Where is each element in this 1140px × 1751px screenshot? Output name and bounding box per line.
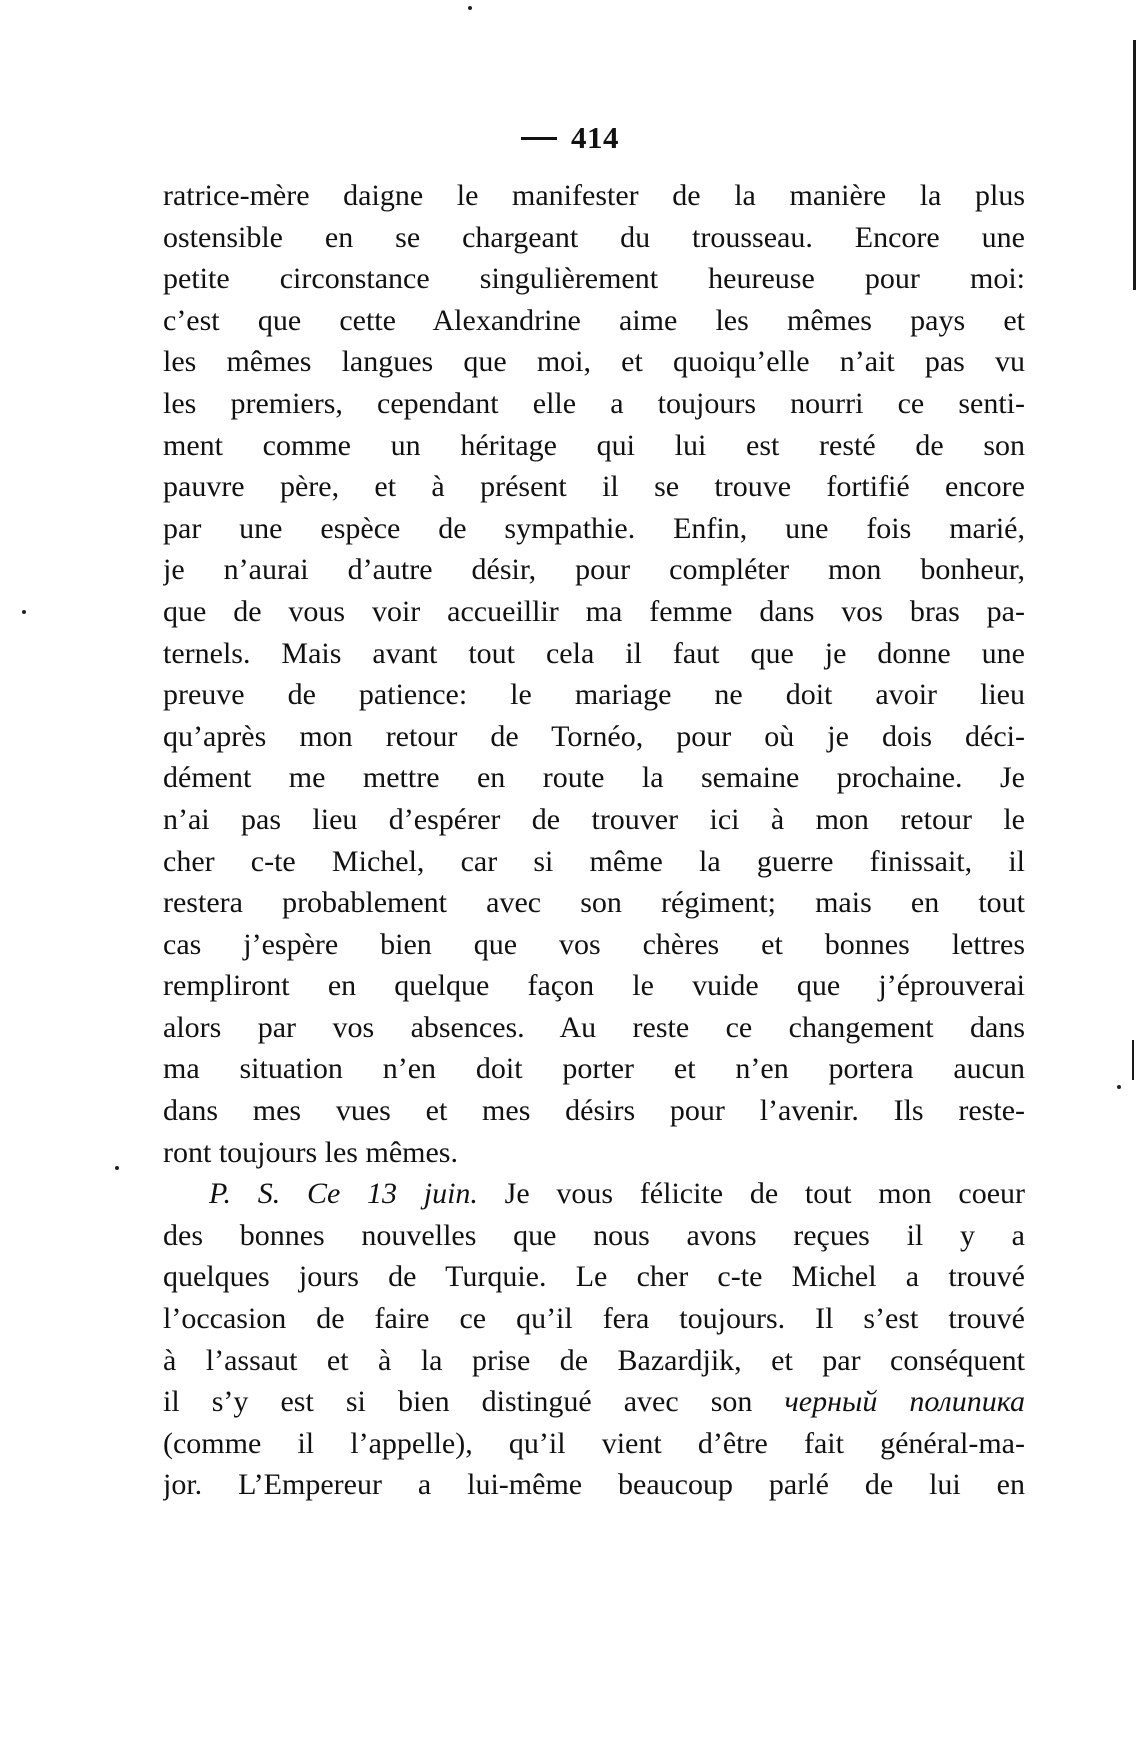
text-line: pauvre père, et à présent il se trouve fortifié encore [163, 470, 1025, 504]
speck-mark [468, 6, 472, 10]
speck-mark [22, 610, 26, 614]
text-line-with-russian [163, 1381, 1025, 1423]
text-line: ma situation n’en doit porter et n’en portera aucun [163, 1052, 1025, 1086]
text-line: preuve de patience: le mariage ne doit avoir lieu [163, 678, 1025, 712]
text-line: rempliront en quelque façon le vuide que j’éprouverai [163, 969, 1025, 1003]
text-line: alors par vos absences. Au reste ce changement dans [163, 1010, 1025, 1044]
text-line: ront toujours les mêmes. [163, 1135, 458, 1169]
header-dash [521, 137, 557, 140]
speck-mark [1117, 1085, 1121, 1089]
text-line: qu’après mon retour de Tornéo, pour où je dois déci- [163, 719, 1025, 753]
text-line: ostensible en se chargeant du trousseau. Encore une [163, 220, 1025, 254]
text-line: ternels. Mais avant tout cela il faut que je donne une [163, 636, 1025, 670]
postscript-text: Je vous félicite de tout mon coeur [504, 1177, 1025, 1211]
postscript-first-line [163, 1173, 1025, 1215]
text-line: des bonnes nouvelles que nous avons reçues il y a [163, 1218, 1025, 1252]
page-header [0, 120, 1140, 156]
body-text [163, 175, 1025, 1506]
text-line: jor. L’Empereur a lui-même beaucoup parlé de lui en [163, 1468, 1025, 1502]
text-line: n’ai pas lieu d’espérer de trouver ici à mon retour le [163, 802, 1025, 836]
text-line: c’est que cette Alexandrine aime les mêmes pays et [163, 303, 1025, 337]
text-line: petite circonstance singulièrement heureuse pour moi: [163, 262, 1025, 296]
speck-mark [115, 1166, 119, 1170]
russian-phrase: черный полипика [784, 1385, 1025, 1419]
page-number: 414 [571, 120, 619, 155]
text-line: l’occasion de faire ce qu’il fera toujours. Il s’est trouvé [163, 1302, 1025, 1336]
text-line: cas j’espère bien que vos chères et bonnes lettres [163, 927, 1025, 961]
text-line: ment comme un héritage qui lui est resté de son [163, 428, 1025, 462]
text-line: dément me mettre en route la semaine prochaine. Je [163, 761, 1025, 795]
text-line: (comme il l’appelle), qu’il vient d’être fait général-ma- [163, 1426, 1025, 1460]
text-line: restera probablement avec son régiment; mais en tout [163, 886, 1025, 920]
text-line: cher c-te Michel, car si même la guerre finissait, il [163, 844, 1025, 878]
text-line: les premiers, cependant elle a toujours nourri ce senti- [163, 386, 1025, 420]
text-line: que de vous voir accueillir ma femme dans vos bras pa- [163, 594, 1025, 628]
text-segment: il s’y est si bien distingué avec son [163, 1385, 753, 1419]
text-line: par une espèce de sympathie. Enfin, une fois marié, [163, 511, 1025, 545]
page-edge-shadow [1132, 1040, 1134, 1080]
text-line: je n’aurai d’autre désir, pour compléter mon bonheur, [163, 553, 1025, 587]
text-line: les mêmes langues que moi, et quoiqu’elle n’ait pas vu [163, 345, 1025, 379]
postscript-label: P. S. Ce 13 juin. [209, 1177, 478, 1211]
text-line: ratrice-mère daigne le manifester de la manière la plus [163, 179, 1025, 212]
text-line: quelques jours de Turquie. Le cher c-te Michel a trouvé [163, 1260, 1025, 1294]
text-line: à l’assaut et à la prise de Bazardjik, et par conséquent [163, 1343, 1025, 1377]
text-line: dans mes vues et mes désirs pour l’avenir. Ils reste- [163, 1094, 1025, 1128]
page-edge-shadow [1133, 40, 1136, 290]
